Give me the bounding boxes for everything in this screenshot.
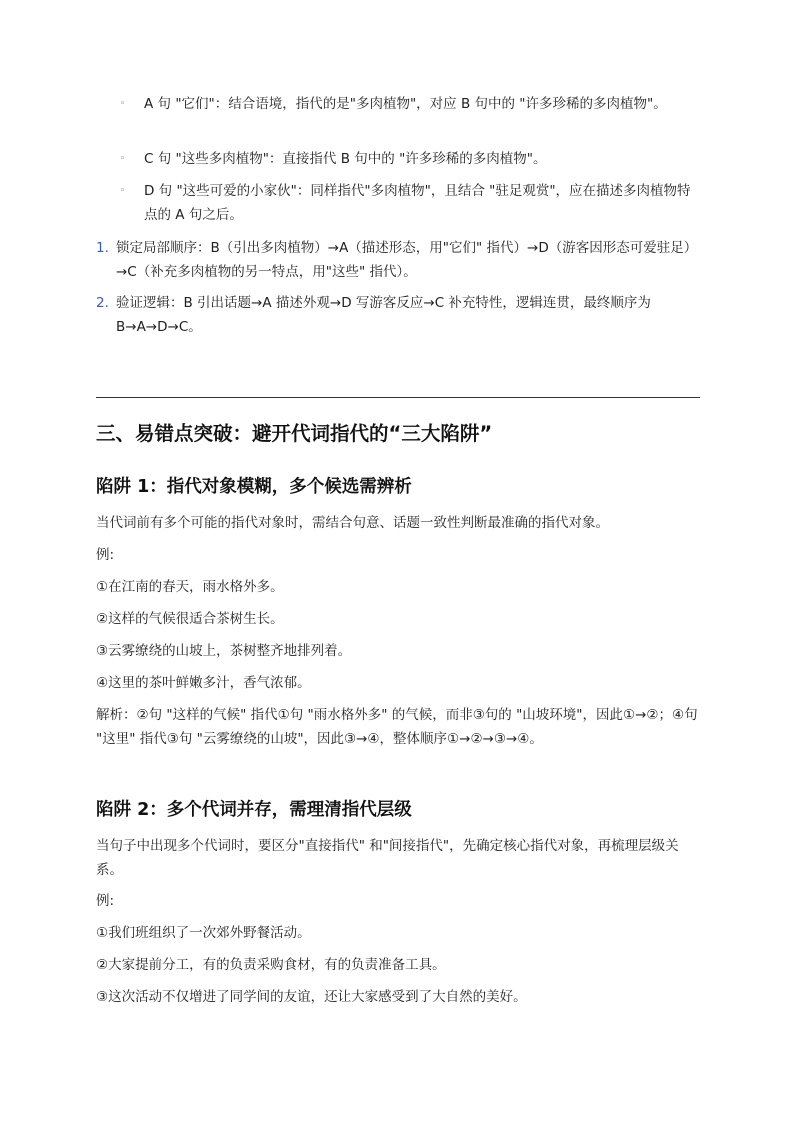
bullet-text: C 句 "这些多肉植物"：直接指代 B 句中的 "许多珍稀的多肉植物"。 xyxy=(144,151,547,167)
section-title: 三、易错点突破：避开代词指代的“三大陷阱” xyxy=(96,422,493,445)
trap1-analysis: 解析：②句 "这样的气候" 指代①句 "雨水格外多" 的气候，而非③句的 "山坡环境"，因此①→②；④句 "这里" 指代③句 "云雾缭绕的山坡"，因此③→④，整体顺序①→②→③→④。 xyxy=(96,707,698,747)
trap1-sentence: ①在江南的春天，雨水格外多。 xyxy=(96,579,284,595)
trap1-sentence: ④这里的茶叶鲜嫩多汁，香气浓郁。 xyxy=(96,675,311,691)
step-text: 验证逻辑：B 引出话题→A 描述外观→D 写游客反应→C 补充特性，逻辑连贯，最终顺序为 B→A→D→C。 xyxy=(116,295,651,335)
bullet-marker-icon: ◦ xyxy=(120,154,126,164)
trap1-intro: 当代词前有多个可能的指代对象时，需结合句意、话题一致性判断最准确的指代对象。 xyxy=(96,515,609,531)
bullet-text: D 句 "这些可爱的小家伙"：同样指代"多肉植物"，且结合 "驻足观赏"，应在描述多肉植物特点的 A 句之后。 xyxy=(144,183,691,223)
trap1-title: 陷阱 1：指代对象模糊，多个候选需辨析 xyxy=(96,477,412,497)
bullet-item xyxy=(120,179,700,227)
bullet-text: A 句 "它们"：结合语境，指代的是"多肉植物"，对应 B 句中的 "许多珍稀的多肉植物"。 xyxy=(144,96,667,112)
trap2-sentence: ②大家提前分工，有的负责采购食材，有的负责准备工具。 xyxy=(96,957,446,973)
numbered-step xyxy=(96,291,700,339)
step-text: 锁定局部顺序：B（引出多肉植物）→A（描述形态，用"它们" 指代）→D（游客因形态可爱驻足）→C（补充多肉植物的另一特点，用"这些" 指代）。 xyxy=(116,240,698,280)
bullet-marker-icon: ◦ xyxy=(120,99,126,109)
trap1-sentence: ②这样的气候很适合茶树生长。 xyxy=(96,611,284,627)
trap1-example-label: 例: xyxy=(96,547,115,563)
bullet-marker-icon: ◦ xyxy=(120,186,126,196)
step-number: 1. xyxy=(96,240,109,256)
trap1-sentence: ③云雾缭绕的山坡上，茶树整齐地排列着。 xyxy=(96,643,352,659)
trap2-title: 陷阱 2：多个代词并存，需理清指代层级 xyxy=(96,800,412,820)
trap2-example-label: 例: xyxy=(96,893,115,909)
section-divider xyxy=(96,397,700,398)
numbered-step xyxy=(96,236,700,284)
trap2-sentence: ③这次活动不仅增进了同学间的友谊，还让大家感受到了大自然的美好。 xyxy=(96,989,527,1005)
step-number: 2. xyxy=(96,295,109,311)
bullet-item xyxy=(120,92,700,116)
trap2-intro: 当句子中出现多个代词时，要区分"直接指代" 和"间接指代"，先确定核心指代对象，再梳理层级关系。 xyxy=(96,838,679,878)
trap2-sentence: ①我们班组织了一次郊外野餐活动。 xyxy=(96,925,311,941)
bullet-item xyxy=(120,147,700,171)
